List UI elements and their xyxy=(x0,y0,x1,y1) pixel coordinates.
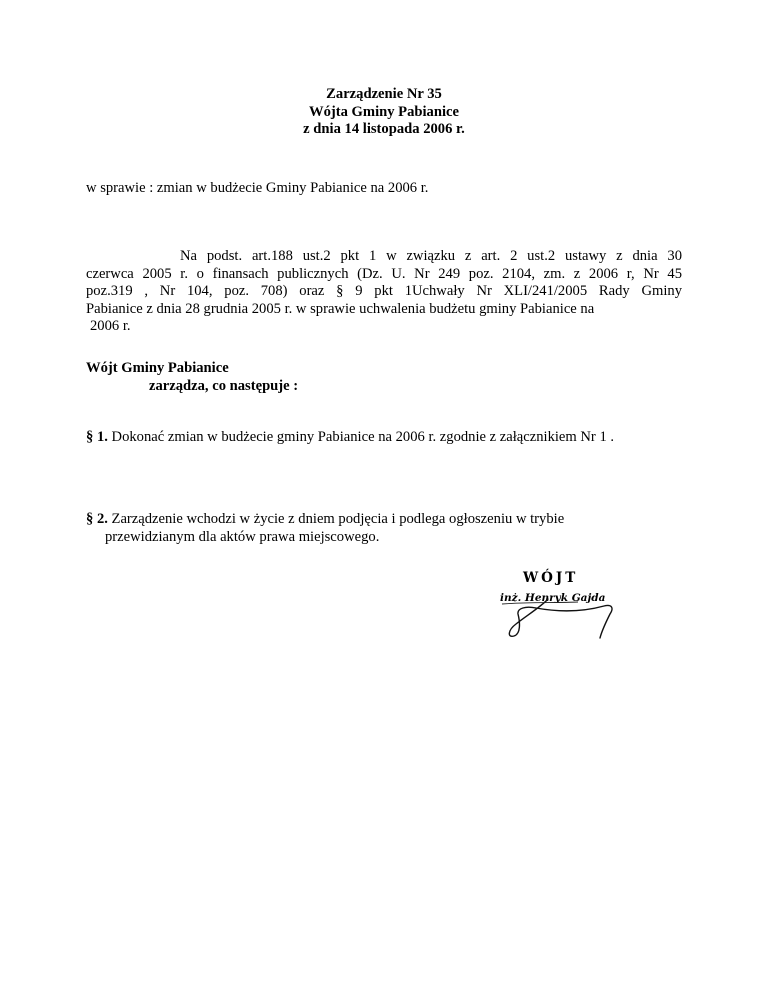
issuer-decrees: zarządza, co następuje : xyxy=(149,377,299,394)
handwritten-signature xyxy=(496,566,620,646)
paragraph-2-number: § 2. xyxy=(86,511,108,527)
paragraph-1-number: § 1. xyxy=(86,429,108,445)
subject-line: w sprawie : zmian w budżecie Gminy Pabianice na 2006 r. xyxy=(86,180,429,196)
legal-basis-line-5: 2006 r. xyxy=(90,318,131,334)
paragraph-2-text-line-2: przewidzianym dla aktów prawa miejscowego. xyxy=(105,528,380,545)
title-line-1: Zarządzenie Nr 35 xyxy=(326,86,442,102)
legal-basis-line-3: poz.319 , Nr 104, poz. 708) oraz § 9 pkt 1Uchwały Nr XLI/241/2005 Rady Gminy xyxy=(86,283,682,299)
issuer-name: Wójt Gminy Pabianice xyxy=(86,360,229,376)
title-line-2: Wójta Gminy Pabianice xyxy=(309,103,459,120)
paragraph-2-text-line-1: Zarządzenie wchodzi w życie z dniem podjęcia i podlega ogłoszeniu w trybie xyxy=(107,511,565,527)
legal-basis-line-4: Pabianice z dnia 28 grudnia 2005 r. w sprawie uchwalenia budżetu gminy Pabianice na xyxy=(86,300,595,317)
title-line-3: z dnia 14 listopada 2006 r. xyxy=(303,121,465,137)
paragraph-1 xyxy=(86,429,614,447)
signature-stamp xyxy=(496,566,620,646)
legal-basis-line-2: czerwca 2005 r. o finansach publicznych (Dz. U. Nr 249 poz. 2104, zm. z 2006 r, Nr 45 xyxy=(86,265,682,282)
legal-basis xyxy=(86,248,682,336)
stamp-name: inż. Henryk Gajda xyxy=(500,592,606,604)
legal-basis-line-1: Na podst. art.188 ust.2 pkt 1 w związku z art. 2 ust.2 ustawy z dnia 30 xyxy=(180,248,682,264)
document-title xyxy=(0,86,768,139)
paragraph-1-text: Dokonać zmian w budżecie gminy Pabianice na 2006 r. zgodnie z załącznikiem Nr 1 . xyxy=(107,429,615,445)
stamp-title: WÓJT xyxy=(523,570,579,586)
paragraph-2 xyxy=(86,511,564,546)
issuer-block xyxy=(86,360,298,395)
